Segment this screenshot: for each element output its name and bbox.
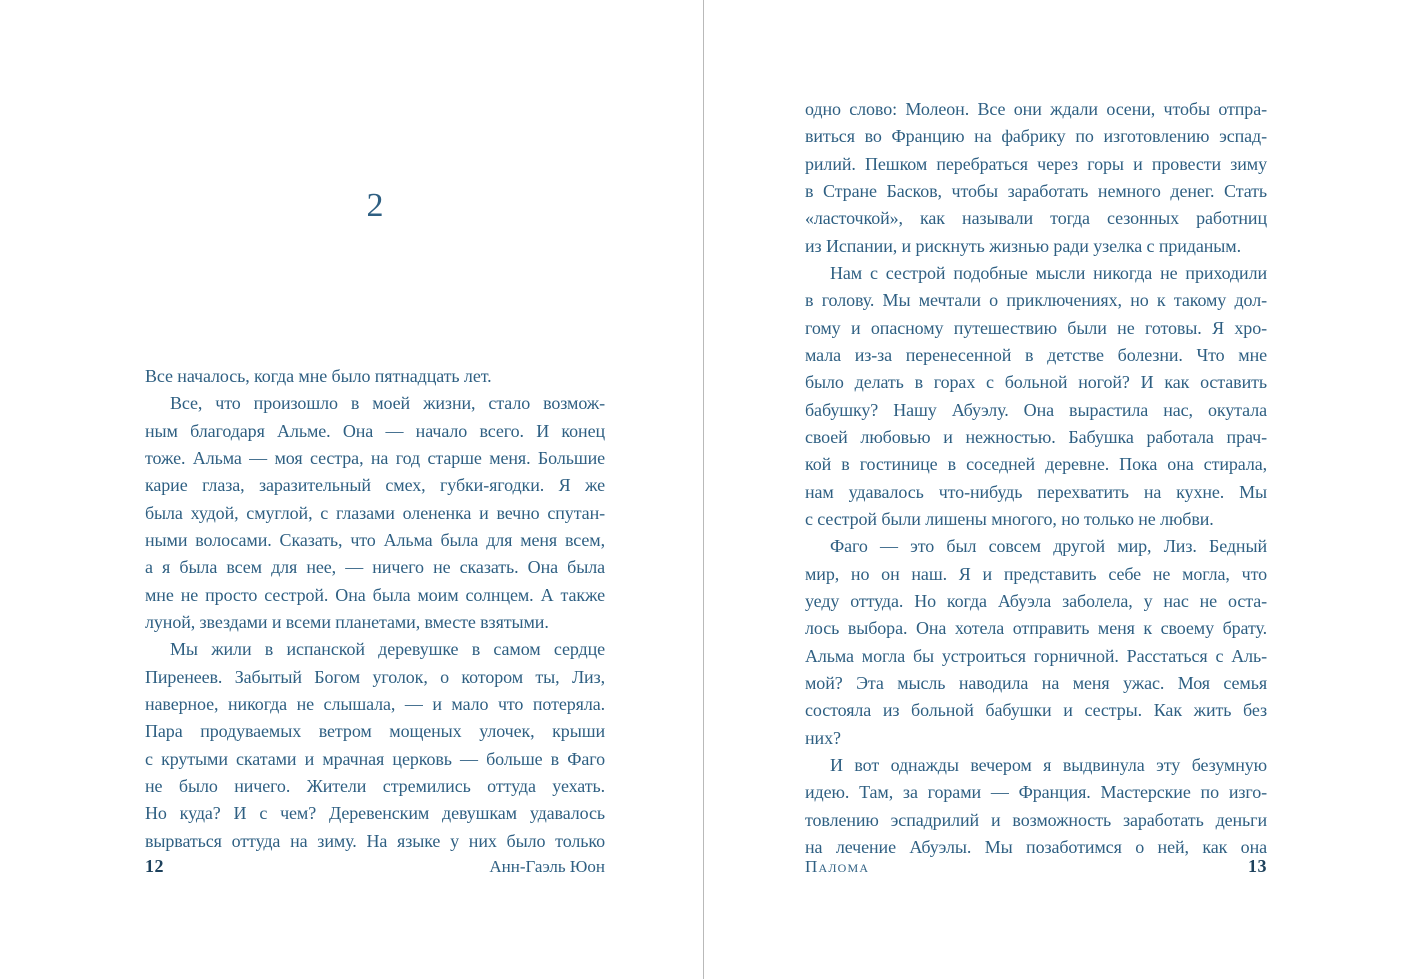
text-line: лось выбора. Она хотела отправить меня к своему брату. xyxy=(805,618,1267,639)
text-line: идею. Там, за горами — Франция. Мастерские по изго- xyxy=(805,782,1267,803)
text-line: товлению эспадрилий и возможность заработать деньги xyxy=(805,809,1267,830)
text-line: из Испании, и рискнуть жизнью ради узелка с приданым. xyxy=(805,235,1241,256)
text-line: на лечение Абуэлы. Мы позаботимся о ней, как она xyxy=(805,836,1267,857)
text-line: не было ничего. Жители стремились оттуда уехать. xyxy=(145,775,605,796)
text-line: тоже. Альма — моя сестра, на год старше меня. Большие xyxy=(145,447,605,468)
text-line: в Стране Басков, чтобы заработать немного денег. Стать xyxy=(805,180,1267,201)
text-line: уеду оттуда. Но когда Абуэла заболела, у нас не оста- xyxy=(805,590,1267,611)
text-line: Мы жили в испанской деревушке в самом сердце xyxy=(170,639,605,660)
text-line: Фаго — это был совсем другой мир, Лиз. Бедный xyxy=(830,536,1267,557)
text-line: одно слово: Молеон. Все они ждали осени, чтобы отпра- xyxy=(805,99,1267,119)
right-page xyxy=(704,0,1410,979)
text-line: Пара продуваемых ветром мощеных улочек, крыши xyxy=(145,721,605,742)
text-line: луной, звездами и всеми планетами, вместе взятыми. xyxy=(145,611,549,632)
text-line: Нам с сестрой подобные мысли никогда не приходили xyxy=(830,262,1267,283)
text-line: гому и опасному путешествию были не готовы. Я хро- xyxy=(805,317,1267,338)
text-line: мой? Эта мысль наводила на меня ужас. Моя семья xyxy=(805,672,1267,693)
chapter-number: 2 xyxy=(366,187,384,224)
running-header-title: Палома xyxy=(805,857,870,876)
left-page-text xyxy=(145,363,605,855)
text-line: карие глаза, заразительный смех, губки-ягодки. Я же xyxy=(145,475,605,496)
text-line: кой в гостинице в соседней деревне. Пока она стирала, xyxy=(805,454,1267,475)
running-header-author: Анн-Гаэль Юон xyxy=(489,857,605,876)
text-line: ными волосами. Сказать, что Альма была для меня всем, xyxy=(145,529,605,550)
text-line: нам удавалось что-нибудь перехватить на кухне. Мы xyxy=(805,481,1267,502)
text-line: них? xyxy=(805,727,841,748)
text-line: мир, но он наш. Я и представить себе не могла, что xyxy=(805,563,1267,584)
text-line: состояла из больной бабушки и сестры. Как жить без xyxy=(805,700,1267,721)
text-line: мала из-за перенесенной в детстве болезни. Что мне xyxy=(805,344,1267,365)
text-line: ным благодаря Альме. Она — начало всего. И конец xyxy=(145,420,605,441)
text-line: Но куда? И с чем? Деревенским девушкам удавалось xyxy=(145,803,605,824)
text-line: с крутыми скатами и мрачная церковь — больше в Фаго xyxy=(145,748,605,769)
text-line: Все, что произошло в моей жизни, стало возмож- xyxy=(170,393,605,414)
text-line: вырваться оттуда на зиму. На языке у них было только xyxy=(145,830,605,851)
left-page-footer xyxy=(145,856,605,877)
text-line: Пиренеев. Забытый Богом уголок, о котором ты, Лиз, xyxy=(145,666,605,687)
text-line: своей любовью и нежностью. Бабушка работала прач- xyxy=(805,426,1267,447)
text-line: И вот однажды вечером я выдвинула эту безумную xyxy=(830,754,1267,775)
text-line: наверное, никогда не слышала, — и мало что потеряла. xyxy=(145,693,605,714)
page-number-left: 12 xyxy=(145,856,164,876)
text-line: мне не просто сестрой. Она была моим солнцем. А также xyxy=(145,584,605,605)
text-line: была худой, смуглой, с глазами олененка и вечно спутан- xyxy=(145,502,605,523)
text-line: а я была всем для нее, — ничего не сказать. Она была xyxy=(145,557,605,578)
text-line: бабушку? Нашу Абуэлу. Она вырастила нас, окутала xyxy=(805,399,1267,420)
text-line: с сестрой были лишены многого, но только не любви. xyxy=(805,508,1214,529)
text-line: Все началось, когда мне было пятнадцать лет. xyxy=(145,366,492,386)
right-page-text xyxy=(805,96,1267,861)
text-line: «ласточкой», как называли тогда сезонных работниц xyxy=(805,208,1267,229)
page-number-right: 13 xyxy=(1248,856,1267,876)
text-line: было делать в горах с больной ногой? И как оставить xyxy=(805,372,1267,393)
left-page xyxy=(0,0,703,979)
right-page-footer xyxy=(805,856,1267,877)
text-line: Альма могла бы устроиться горничной. Расстаться с Аль- xyxy=(805,645,1267,666)
text-line: виться во Францию на фабрику по изготовлению эспад- xyxy=(805,126,1267,147)
text-line: рилий. Пешком перебраться через горы и провести зиму xyxy=(805,153,1267,174)
text-line: в голову. Мы мечтали о приключениях, но к такому дол- xyxy=(805,290,1267,311)
